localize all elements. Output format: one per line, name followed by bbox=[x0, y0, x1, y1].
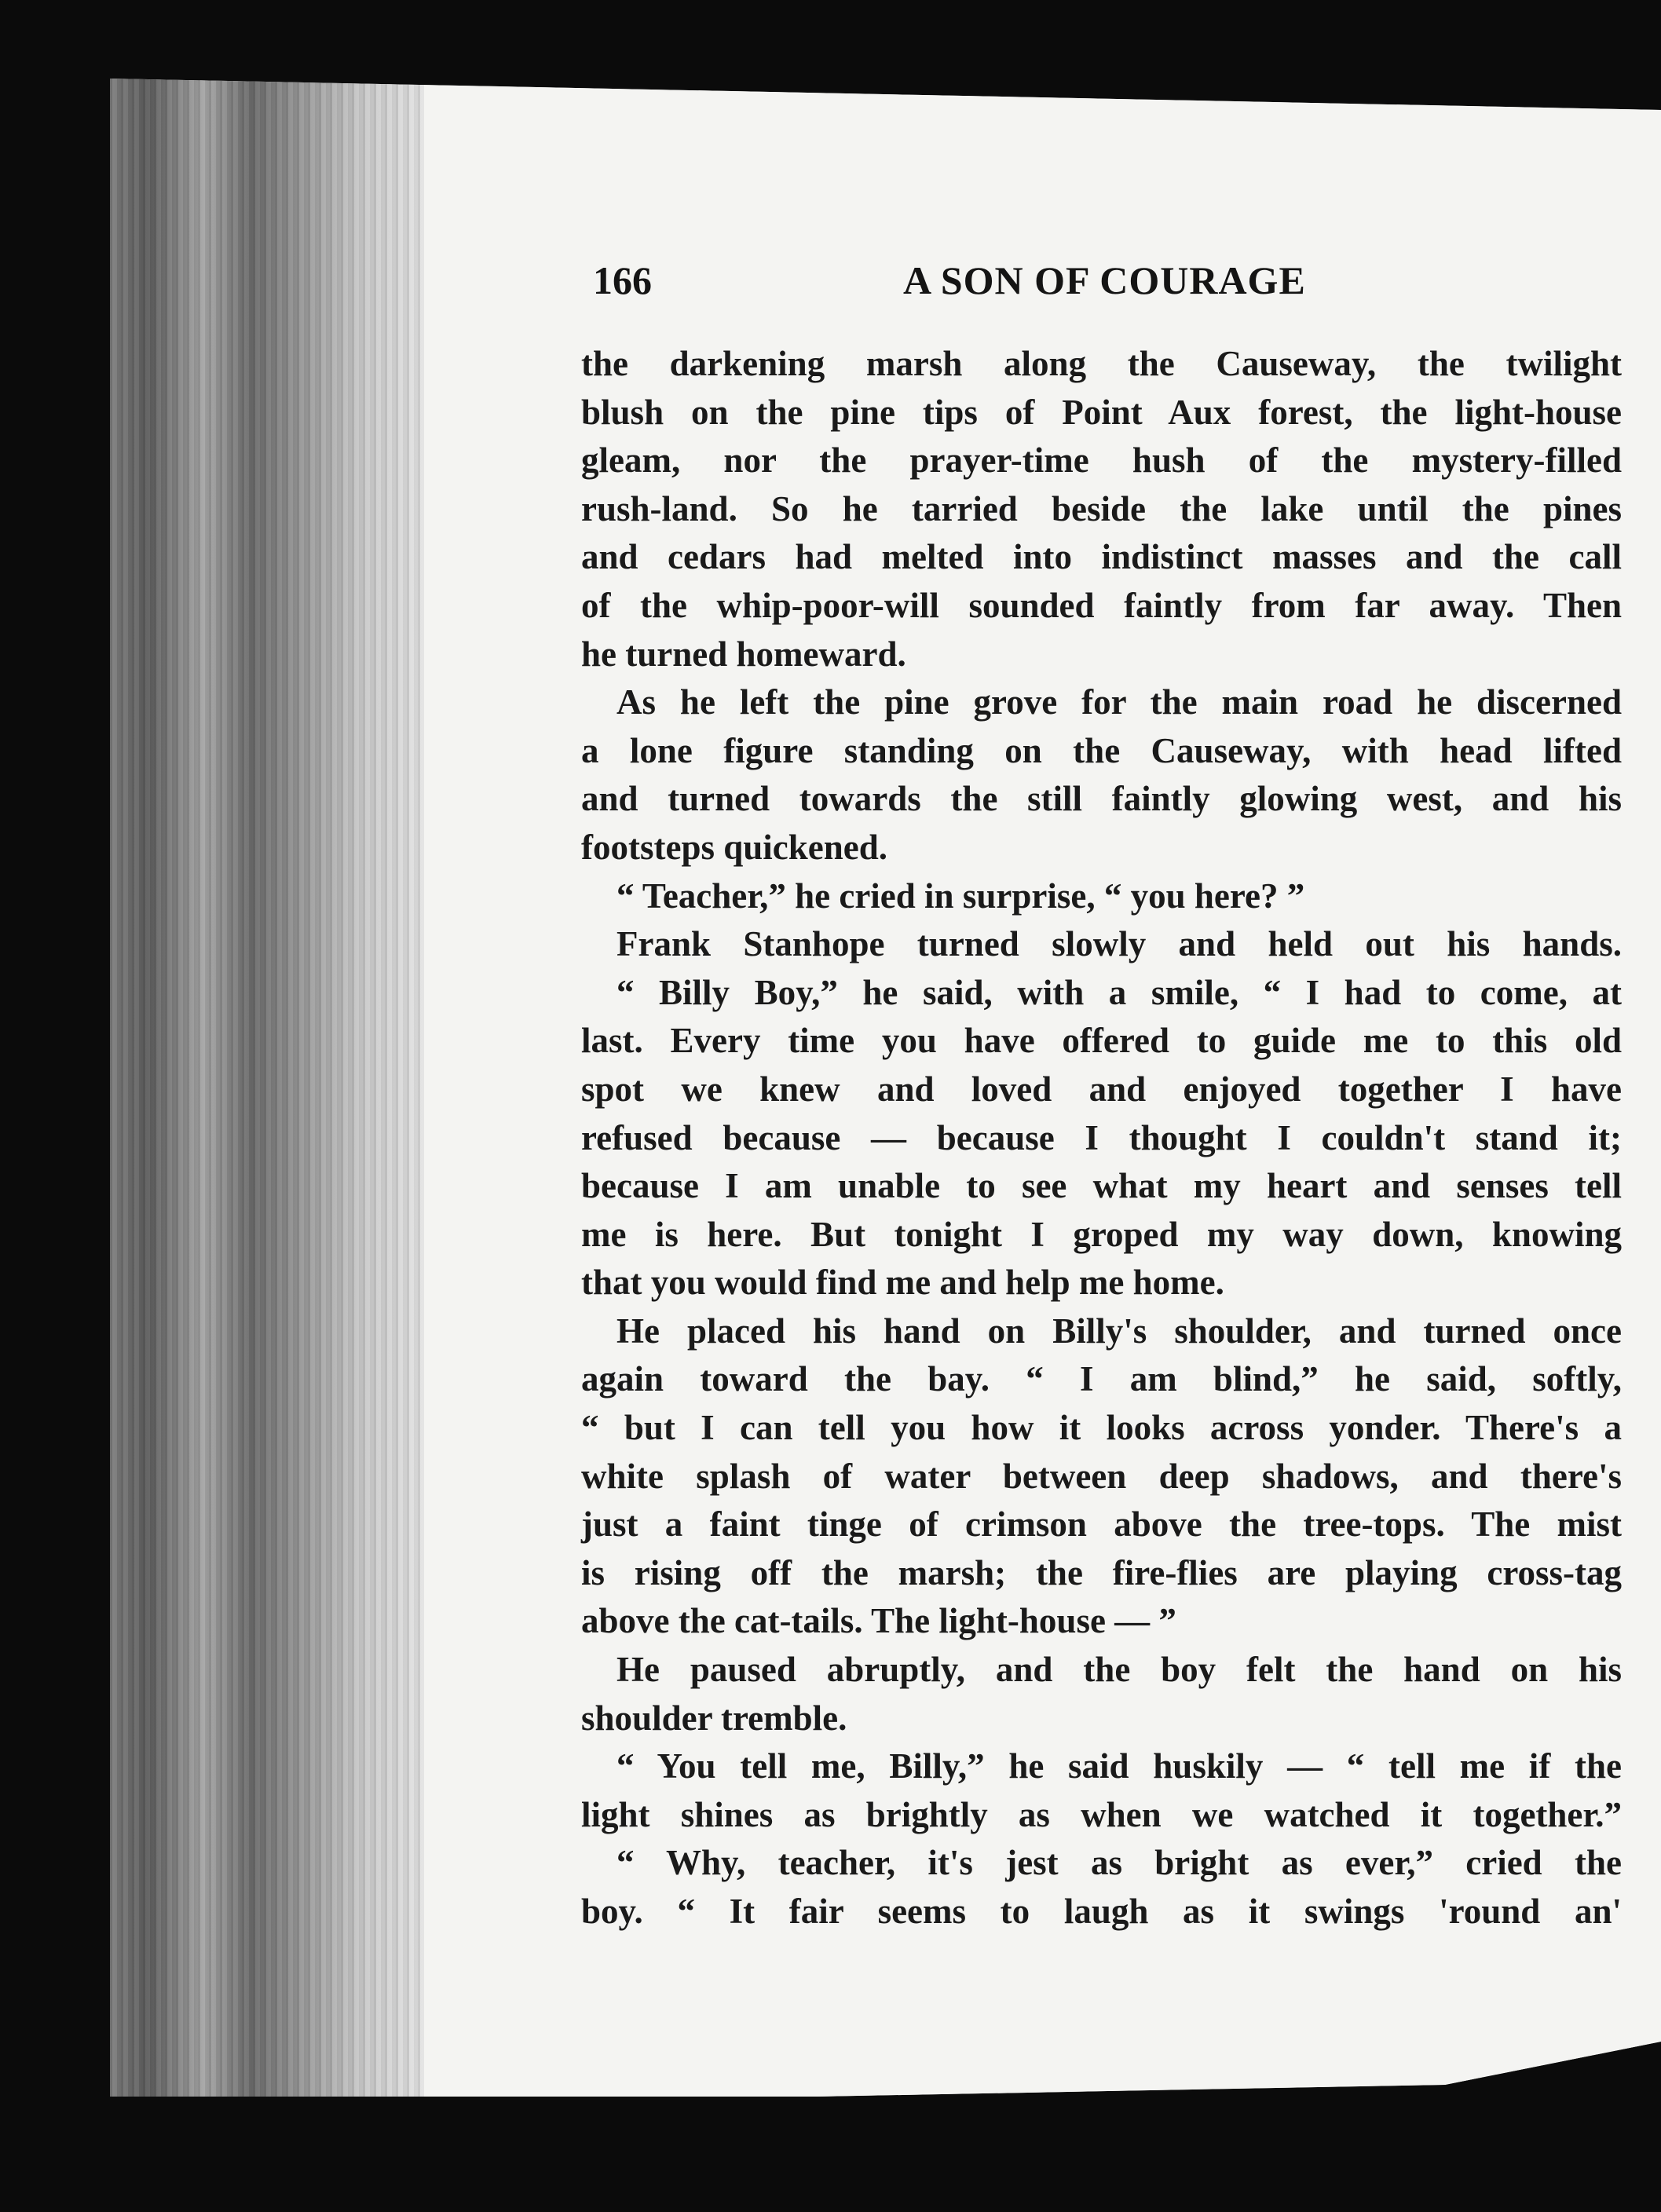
text-line: of the whip-poor-will sounded faintly from far away. Then bbox=[581, 585, 1622, 625]
text-line: me is here. But tonight I groped my way down, knowing bbox=[581, 1214, 1622, 1254]
text-line: that you would find me and help me home. bbox=[581, 1263, 1224, 1303]
text-line: boy. “ It fair seems to laugh as it swings 'round an' bbox=[581, 1892, 1622, 1931]
text-line: again toward the bay. “ I am blind,” he said, softly, bbox=[581, 1359, 1622, 1399]
text-line: above the cat-tails. The light-house — ” bbox=[581, 1601, 1176, 1641]
text-line: and turned towards the still faintly glowing west, and his bbox=[581, 779, 1622, 819]
text-line: “ Why, teacher, it's jest as bright as ever,” cried the bbox=[616, 1843, 1622, 1883]
text-line: “ but I can tell you how it looks across yonder. There's a bbox=[581, 1408, 1622, 1448]
text-line: shoulder tremble. bbox=[581, 1698, 847, 1738]
text-line: blush on the pine tips of Point Aux forest, the light-house bbox=[581, 392, 1622, 432]
text-line: refused because — because I thought I couldn't stand it; bbox=[581, 1117, 1622, 1157]
page-header bbox=[593, 258, 1614, 313]
text-line: Frank Stanhope turned slowly and held out his hands. bbox=[616, 924, 1622, 964]
body-text bbox=[581, 340, 1622, 1936]
text-line: “ You tell me, Billy,” he said huskily — “ tell me if the bbox=[616, 1746, 1622, 1786]
text-line: He placed his hand on Billy's shoulder, and turned once bbox=[616, 1311, 1622, 1351]
text-line: the darkening marsh along the Causeway, the twilight bbox=[581, 344, 1622, 383]
text-line: spot we knew and loved and enjoyed together I have bbox=[581, 1069, 1622, 1109]
running-title: A SON OF COURAGE bbox=[903, 258, 1306, 302]
text-line: just a faint tinge of crimson above the tree-tops. The mist bbox=[581, 1505, 1622, 1545]
text-line: footsteps quickened. bbox=[581, 827, 888, 867]
text-line: “ Billy Boy,” he said, with a smile, “ I had to come, at bbox=[616, 972, 1622, 1012]
text-line: rush-land. So he tarried beside the lake until the pines bbox=[581, 488, 1622, 528]
text-line: is rising off the marsh; the fire-flies are playing cross-tag bbox=[581, 1552, 1622, 1592]
text-line: gleam, nor the prayer-time hush of the mystery-filled bbox=[581, 441, 1622, 481]
text-line: last. Every time you have offered to guide me to this old bbox=[581, 1021, 1622, 1061]
text-line: and cedars had melted into indistinct masses and the call bbox=[581, 537, 1622, 577]
text-line: light shines as brightly as when we watched it together.” bbox=[581, 1794, 1622, 1834]
text-line: a lone figure standing on the Causeway, with head lifted bbox=[581, 730, 1622, 770]
text-line: he turned homeward. bbox=[581, 634, 906, 674]
text-line: He paused abruptly, and the boy felt the hand on his bbox=[616, 1650, 1622, 1690]
page-number: 166 bbox=[593, 258, 652, 302]
book-spine-edge bbox=[110, 79, 424, 2097]
text-line: white splash of water between deep shadows, and there's bbox=[581, 1456, 1622, 1496]
text-line: “ Teacher,” he cried in surprise, “ you here? ” bbox=[616, 876, 1305, 916]
text-line: As he left the pine grove for the main road he discerned bbox=[616, 682, 1622, 722]
text-line: because I am unable to see what my heart and senses tell bbox=[581, 1166, 1622, 1206]
